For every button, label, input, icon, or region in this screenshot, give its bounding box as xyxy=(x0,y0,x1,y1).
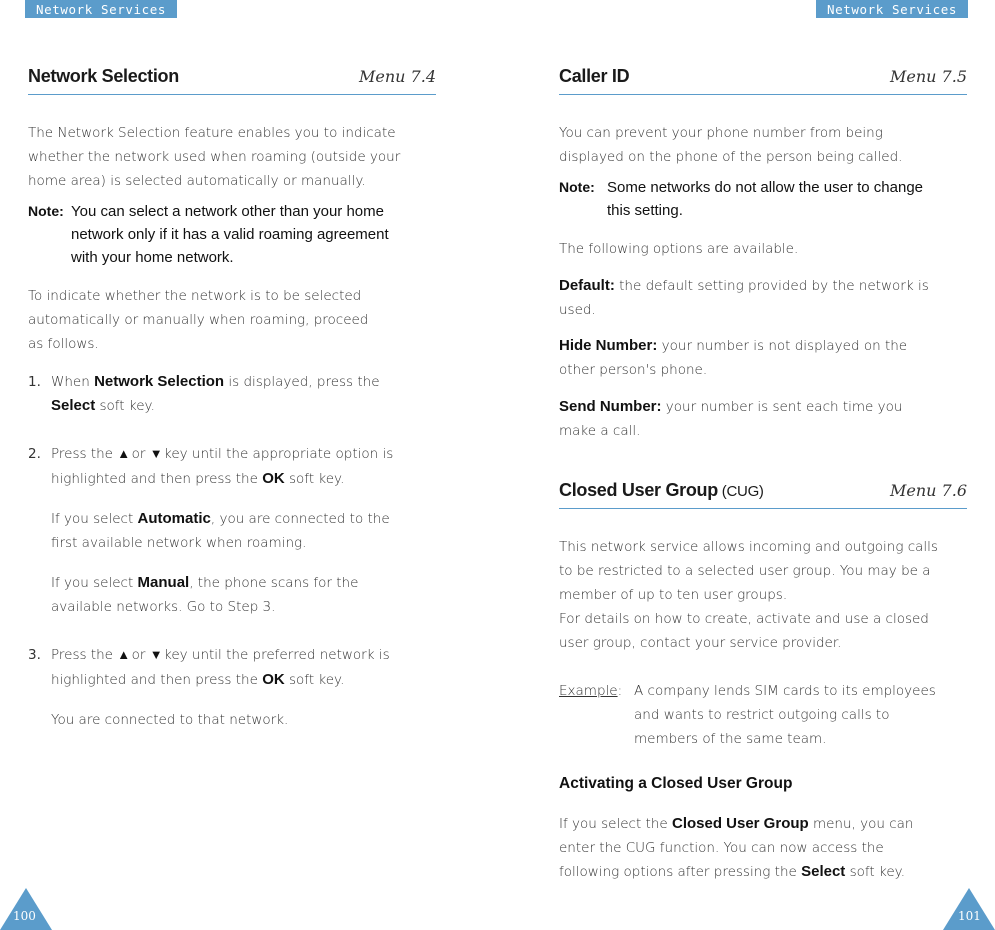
step-1: When Network Selection is displayed, press the Select soft key. xyxy=(51,373,380,414)
example-text: A company lends SIM cards to its employees and wants to restrict outgoing calls to members of the same team. xyxy=(634,683,936,747)
option-send-number: Send Number: your number is sent each time you make a call. xyxy=(559,398,903,439)
section-title: Network Selection xyxy=(28,66,179,86)
note xyxy=(28,200,438,270)
page-number: 101 xyxy=(958,909,981,923)
option-default: Default: the default setting provided by the network is used. xyxy=(559,277,929,318)
up-arrow-icon: ▲ xyxy=(117,447,131,462)
left-page xyxy=(0,0,497,930)
section-title: Caller ID xyxy=(559,66,630,86)
note-text: Some networks do not allow the user to change this setting. xyxy=(607,179,924,219)
instructions-paragraph: To indicate whether the network is to be selected automatically or manually when roaming, proceed as follows. xyxy=(28,288,369,352)
menu-number: Menu 7.6 xyxy=(890,481,967,500)
intro-paragraph: You can prevent your phone number from being displayed on the phone of the person being called. xyxy=(559,125,903,165)
intro-paragraph: The Network Selection feature enables you to indicate whether the network used when roaming (outside your home area) is selected automatically or manually. xyxy=(28,125,401,189)
section-tab: Network Services xyxy=(816,0,968,18)
option-hide-number: Hide Number: your number is not displayed on the other person's phone. xyxy=(559,337,908,378)
cug-paragraph: This network service allows incoming and outgoing calls to be restricted to a selected user group. You may be a member of up to ten user groups. For details on how to create, activate and use a closed user group, contact your service provider. xyxy=(559,539,938,651)
note-label: Note: xyxy=(28,203,64,219)
up-arrow-icon: ▲ xyxy=(117,648,131,663)
automatic-option: If you select Automatic, you are connected to the first available network when roaming. xyxy=(51,510,390,551)
manual-option: If you select Manual, the phone scans for the available networks. Go to Step 3. xyxy=(51,574,359,615)
section-heading xyxy=(28,64,436,95)
step-3: Press the ▲ or ▼ key until the preferred network is highlighted and then press the OK soft key. xyxy=(51,643,441,692)
note-text: You can select a network other than your home network only if it has a valid roaming agreement with your home network. xyxy=(71,203,389,266)
menu-number: Menu 7.5 xyxy=(890,67,967,86)
activating-subheading: Activating a Closed User Group xyxy=(559,775,793,792)
down-arrow-icon: ▼ xyxy=(149,648,163,663)
cug-title: Closed User Group (CUG) xyxy=(559,480,764,500)
example-label: Example: xyxy=(559,683,623,699)
right-page xyxy=(497,0,995,930)
down-arrow-icon: ▼ xyxy=(149,447,163,462)
step-2: Press the ▲ or ▼ key until the appropriate option is highlighted and then press the OK soft key. xyxy=(51,442,441,491)
step-number: 1. xyxy=(28,374,41,390)
step-number: 2. xyxy=(28,446,41,462)
section-tab: Network Services xyxy=(25,0,177,18)
menu-number: Menu 7.4 xyxy=(359,67,436,86)
cug-heading xyxy=(559,478,967,509)
step-number: 3. xyxy=(28,647,41,663)
options-intro: The following options are available. xyxy=(559,241,799,257)
activating-paragraph: If you select the Closed User Group menu, you can enter the CUG function. You can now access the following options after pressing the Select soft key. xyxy=(559,815,914,880)
note-label: Note: xyxy=(559,179,595,195)
page-number: 100 xyxy=(13,909,36,923)
connected-text: You are connected to that network. xyxy=(51,712,289,728)
section-heading xyxy=(559,64,967,95)
note xyxy=(559,176,969,224)
